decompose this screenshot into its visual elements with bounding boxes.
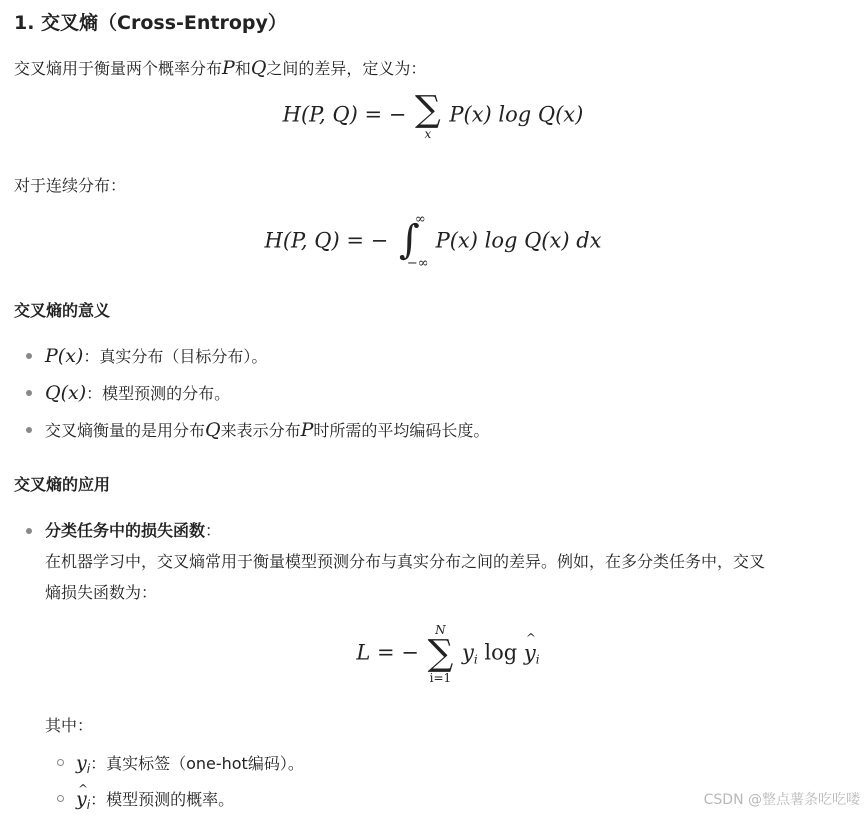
sub-item-1-math: y bbox=[76, 752, 87, 774]
section-title: 1. 交叉熵（Cross-Entropy） bbox=[14, 12, 287, 34]
where-label: 其中： bbox=[45, 716, 94, 735]
formula-continuous-lhs: H(P, Q) = − bbox=[264, 228, 389, 253]
integral-upper-limit: ∞ bbox=[414, 212, 426, 227]
meaning-item-2-text: ：模型预测的分布。 bbox=[86, 384, 231, 403]
loss-sum-lower: i=1 bbox=[429, 671, 452, 685]
formula-discrete bbox=[0, 89, 866, 156]
bullet-dot bbox=[26, 427, 32, 433]
meaning-item-2-math: Q(x) bbox=[45, 382, 87, 404]
application-item-title: 分类任务中的损失函数 bbox=[45, 521, 206, 540]
bullet-dot bbox=[26, 528, 32, 534]
meaning-item-3 bbox=[45, 416, 489, 445]
intro-var-p: P bbox=[222, 57, 235, 79]
formula-loss bbox=[30, 624, 866, 696]
application-item-colon: ： bbox=[205, 521, 222, 540]
intro-mid: 和 bbox=[234, 59, 251, 78]
sub-item-2-subscript: i bbox=[86, 798, 91, 812]
loss-yhat: ^ y bbox=[524, 641, 536, 665]
meaning-item-1 bbox=[45, 342, 267, 371]
sum-operator bbox=[415, 89, 441, 141]
application-desc-line-1: 在机器学习中，交叉熵常用于衡量模型预测分布与真实分布之间的差异。例如，在多分类任务中，交叉 bbox=[45, 552, 766, 571]
loss-log: log bbox=[484, 640, 518, 665]
formula-discrete-lhs: H(P, Q) = − bbox=[282, 102, 407, 127]
loss-sum-upper: N bbox=[435, 623, 446, 637]
meaning-item-3-text-before: 交叉熵衡量的是用分布 bbox=[45, 421, 206, 440]
formula-loss-lhs: L = − bbox=[356, 640, 419, 665]
intro-text-after: 之间的差异，定义为： bbox=[266, 59, 427, 78]
formula-discrete-rhs: P(x) log Q(x) bbox=[449, 102, 584, 127]
intro-text-before: 交叉熵用于衡量两个概率分布 bbox=[14, 59, 223, 78]
meaning-heading: 交叉熵的意义 bbox=[14, 301, 111, 320]
meaning-item-3-var-q: Q bbox=[205, 419, 221, 441]
sum-subscript: x bbox=[424, 127, 432, 141]
meaning-item-3-mid: 来表示分布 bbox=[220, 421, 301, 440]
application-desc-line-2: 熵损失函数为： bbox=[45, 583, 158, 602]
meaning-item-3-text-after: 时所需的平均编码长度。 bbox=[313, 421, 490, 440]
integral-operator bbox=[397, 214, 427, 270]
formula-continuous bbox=[0, 214, 866, 278]
intro-var-q: Q bbox=[250, 57, 267, 79]
loss-yhat-subscript: i bbox=[535, 652, 540, 667]
sum-symbol: ∑ bbox=[415, 89, 441, 130]
meaning-item-3-var-p: P bbox=[300, 419, 314, 441]
bullet-dot bbox=[26, 390, 32, 396]
loss-sum-symbol: ∑ bbox=[427, 633, 454, 674]
continuous-label: 对于连续分布： bbox=[14, 176, 127, 195]
sub-item-1 bbox=[76, 749, 304, 783]
intro-paragraph bbox=[14, 54, 426, 83]
meaning-item-2 bbox=[45, 379, 230, 408]
sub-item-1-text: ：真实标签（one-hot编码）。 bbox=[90, 754, 304, 773]
watermark: CSDN @整点薯条吃吃喽 bbox=[703, 792, 860, 808]
meaning-item-1-math: P(x) bbox=[45, 345, 84, 367]
sub-item-1-subscript: i bbox=[86, 762, 91, 776]
application-heading: 交叉熵的应用 bbox=[14, 475, 111, 494]
application-item bbox=[45, 517, 221, 545]
integral-lower-limit: −∞ bbox=[406, 256, 429, 271]
bullet-circle bbox=[57, 759, 64, 766]
sub-item-2-math: ^ y bbox=[76, 785, 87, 813]
loss-sum-operator bbox=[428, 624, 454, 684]
loss-y-subscript: i bbox=[473, 652, 478, 667]
formula-continuous-rhs: P(x) log Q(x) dx bbox=[435, 228, 602, 253]
integral-symbol: ∫ bbox=[398, 217, 420, 263]
meaning-item-1-text: ：真实分布（目标分布）。 bbox=[83, 347, 268, 366]
loss-y: y bbox=[461, 640, 474, 665]
bullet-circle bbox=[57, 795, 64, 802]
bullet-dot bbox=[26, 353, 32, 359]
sub-item-2-text: ：模型预测的概率。 bbox=[90, 790, 235, 809]
